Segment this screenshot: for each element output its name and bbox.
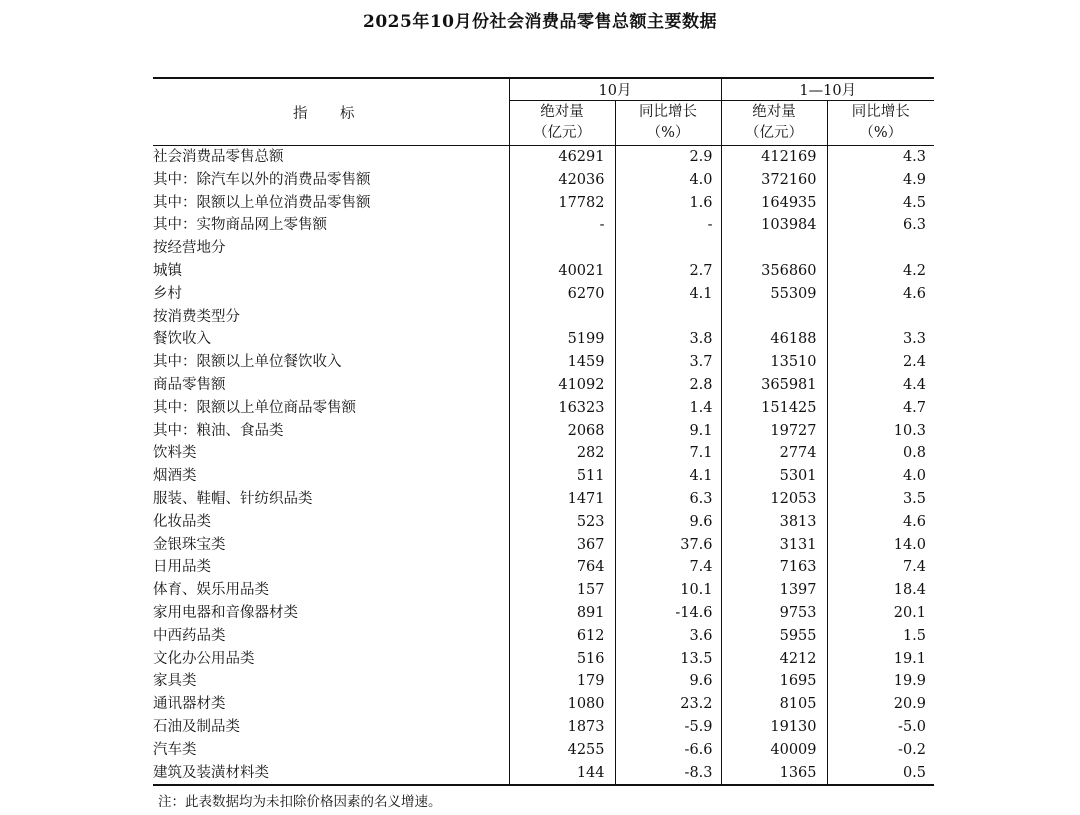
- abs-label: 绝对量: [540, 104, 584, 120]
- abs-unit: （亿元）: [745, 125, 804, 141]
- ytd-abs-cell: 103984: [721, 214, 827, 237]
- ytd-abs-cell: 19130: [721, 716, 827, 739]
- ytd-abs-cell: 46188: [721, 328, 827, 351]
- oct-yoy-cell: 7.4: [615, 556, 721, 579]
- oct-yoy-cell: 23.2: [615, 693, 721, 716]
- row-label: 金银珠宝类: [153, 534, 509, 557]
- oct-abs-cell: 2068: [509, 420, 615, 443]
- oct-yoy-cell: 2.9: [615, 146, 721, 169]
- table-row: [153, 762, 934, 786]
- ytd-yoy-cell: 4.2: [902, 262, 927, 279]
- ytd-abs-cell: 1365: [721, 762, 827, 786]
- ytd-abs-cell: 9753: [721, 602, 827, 625]
- oct-yoy-cell: -14.6: [615, 602, 721, 625]
- table-row: [153, 328, 934, 351]
- oct-yoy-cell: 37.6: [615, 534, 721, 557]
- yoy-unit: （%）: [646, 125, 690, 141]
- ytd-yoy-cell: 7.4: [902, 559, 927, 576]
- row-label: 其中：粮油、食品类: [153, 420, 509, 443]
- row-label: 日用品类: [153, 556, 509, 579]
- table-row: [153, 283, 934, 306]
- table-row: [153, 397, 934, 420]
- table-row: [153, 442, 934, 465]
- oct-yoy-header: [615, 101, 721, 146]
- ytd-yoy-cell: 19.9: [893, 673, 927, 690]
- footnote: 注：此表数据均为未扣除价格因素的名义增速。: [158, 794, 442, 810]
- row-label: 家用电器和音像器材类: [153, 602, 509, 625]
- oct-yoy-cell: [615, 306, 721, 329]
- ytd-abs-cell: 4212: [721, 648, 827, 671]
- period-ytd-header: 1—10月: [721, 78, 934, 101]
- ytd-yoy-cell: -5.0: [898, 718, 927, 735]
- ytd-abs-cell: 3131: [721, 534, 827, 557]
- table-row: [153, 214, 934, 237]
- oct-yoy-cell: [615, 237, 721, 260]
- oct-yoy-cell: 6.3: [615, 488, 721, 511]
- table-row: [153, 511, 934, 534]
- table-row: [153, 534, 934, 557]
- table-row: [153, 306, 934, 329]
- ytd-yoy-cell: 4.9: [902, 171, 927, 188]
- oct-yoy-cell: 13.5: [615, 648, 721, 671]
- oct-yoy-cell: 2.8: [615, 374, 721, 397]
- ytd-yoy-cell: 4.4: [902, 376, 927, 393]
- table-row: [153, 648, 934, 671]
- row-label: 社会消费品零售总额: [153, 146, 509, 169]
- oct-abs-cell: 144: [509, 762, 615, 786]
- oct-abs-cell: 764: [509, 556, 615, 579]
- oct-yoy-cell: 9.6: [615, 511, 721, 534]
- oct-yoy-cell: 1.6: [615, 192, 721, 215]
- row-label: 化妆品类: [153, 511, 509, 534]
- row-label: 石油及制品类: [153, 716, 509, 739]
- row-label: 家具类: [153, 670, 509, 693]
- oct-abs-cell: -: [509, 214, 615, 237]
- table-row: [153, 260, 934, 283]
- table-row: [153, 488, 934, 511]
- row-label: 其中：除汽车以外的消费品零售额: [153, 169, 509, 192]
- oct-yoy-cell: 7.1: [615, 442, 721, 465]
- row-label: 乡村: [153, 283, 509, 306]
- ytd-abs-cell: 412169: [721, 146, 827, 169]
- oct-abs-cell: 4255: [509, 739, 615, 762]
- abs-label: 绝对量: [752, 104, 796, 120]
- table-row: [153, 670, 934, 693]
- ytd-abs-cell: 1397: [721, 579, 827, 602]
- table-row: [153, 579, 934, 602]
- ytd-yoy-cell: 0.8: [902, 445, 927, 462]
- row-label: 汽车类: [153, 739, 509, 762]
- ytd-yoy-cell: 19.1: [893, 650, 927, 667]
- ytd-abs-cell: 372160: [721, 169, 827, 192]
- oct-yoy-cell: -8.3: [615, 762, 721, 786]
- ytd-yoy-cell: 20.9: [893, 696, 927, 713]
- table-row: [153, 602, 934, 625]
- page-title: 2025年10月份社会消费品零售总额主要数据: [363, 12, 717, 32]
- table-row: [153, 146, 934, 169]
- oct-yoy-cell: 3.7: [615, 351, 721, 374]
- ytd-yoy-cell: 6.3: [902, 217, 927, 234]
- ytd-yoy-cell: 3.5: [902, 490, 927, 507]
- oct-abs-cell: 5199: [509, 328, 615, 351]
- row-label: 其中：限额以上单位消费品零售额: [153, 192, 509, 215]
- ytd-yoy-cell: 10.3: [893, 422, 927, 439]
- oct-yoy-cell: 9.6: [615, 670, 721, 693]
- table-row: [153, 625, 934, 648]
- oct-abs-cell: [509, 237, 615, 260]
- ytd-yoy-cell: 20.1: [893, 604, 927, 621]
- ytd-abs-cell: [721, 237, 827, 260]
- table-row: [153, 739, 934, 762]
- period-oct-header: 10月: [509, 78, 721, 101]
- oct-yoy-cell: -5.9: [615, 716, 721, 739]
- oct-abs-cell: 1873: [509, 716, 615, 739]
- ytd-abs-cell: 356860: [721, 260, 827, 283]
- row-label: 餐饮收入: [153, 328, 509, 351]
- oct-yoy-cell: 3.6: [615, 625, 721, 648]
- oct-yoy-cell: -: [615, 214, 721, 237]
- ytd-abs-cell: 19727: [721, 420, 827, 443]
- ytd-yoy-cell: 4.7: [902, 399, 927, 416]
- ytd-yoy-cell: 4.3: [902, 149, 927, 165]
- ytd-yoy-cell: [827, 237, 934, 260]
- oct-abs-cell: 523: [509, 511, 615, 534]
- ytd-abs-cell: 40009: [721, 739, 827, 762]
- oct-abs-cell: 1459: [509, 351, 615, 374]
- oct-abs-cell: 41092: [509, 374, 615, 397]
- oct-abs-cell: 157: [509, 579, 615, 602]
- ytd-abs-header: [721, 101, 827, 146]
- ytd-abs-cell: 1695: [721, 670, 827, 693]
- ytd-yoy-cell: 18.4: [893, 582, 927, 599]
- row-label: 体育、娱乐用品类: [153, 579, 509, 602]
- oct-abs-cell: 46291: [509, 146, 615, 169]
- oct-abs-cell: 612: [509, 625, 615, 648]
- ytd-abs-cell: 365981: [721, 374, 827, 397]
- ytd-yoy-cell: 4.5: [902, 194, 927, 211]
- ytd-yoy-cell: 0.5: [827, 762, 934, 786]
- oct-abs-cell: 367: [509, 534, 615, 557]
- oct-abs-cell: 40021: [509, 260, 615, 283]
- oct-yoy-cell: 10.1: [615, 579, 721, 602]
- ytd-yoy-cell: 4.6: [902, 285, 927, 302]
- table-row: [153, 192, 934, 215]
- table-row: [153, 374, 934, 397]
- table-row: [153, 351, 934, 374]
- ytd-abs-cell: 12053: [721, 488, 827, 511]
- row-label: 文化办公用品类: [153, 648, 509, 671]
- table-row: [153, 693, 934, 716]
- row-label: 烟酒类: [153, 465, 509, 488]
- ytd-abs-cell: 13510: [721, 351, 827, 374]
- oct-abs-cell: 516: [509, 648, 615, 671]
- ytd-abs-cell: 5301: [721, 465, 827, 488]
- oct-abs-header: [509, 101, 615, 146]
- oct-yoy-cell: 4.0: [615, 169, 721, 192]
- table-row: [153, 420, 934, 443]
- ytd-abs-cell: 151425: [721, 397, 827, 420]
- oct-abs-cell: 16323: [509, 397, 615, 420]
- table-row: [153, 716, 934, 739]
- ytd-abs-cell: 8105: [721, 693, 827, 716]
- oct-yoy-cell: 1.4: [615, 397, 721, 420]
- row-label: 城镇: [153, 260, 509, 283]
- abs-unit: （亿元）: [533, 125, 591, 141]
- ytd-abs-cell: [721, 306, 827, 329]
- row-label: 其中：实物商品网上零售额: [153, 214, 509, 237]
- yoy-unit: （%）: [859, 125, 903, 141]
- row-label: 饮料类: [153, 442, 509, 465]
- row-label: 商品零售额: [153, 374, 509, 397]
- header-row-periods: [153, 78, 934, 101]
- yoy-label: 同比增长: [851, 104, 910, 120]
- ytd-yoy-cell: 14.0: [893, 536, 927, 553]
- oct-abs-cell: 1080: [509, 693, 615, 716]
- ytd-abs-cell: 2774: [721, 442, 827, 465]
- indicator-header: 指 标: [153, 78, 509, 146]
- oct-abs-cell: [509, 306, 615, 329]
- ytd-yoy-cell: -0.2: [898, 741, 927, 758]
- ytd-yoy-cell: 4.6: [902, 513, 927, 530]
- ytd-abs-cell: 3813: [721, 511, 827, 534]
- oct-yoy-cell: -6.6: [615, 739, 721, 762]
- row-label: 通讯器材类: [153, 693, 509, 716]
- oct-abs-cell: 1471: [509, 488, 615, 511]
- ytd-yoy-cell: [827, 306, 934, 329]
- oct-yoy-cell: 4.1: [615, 283, 721, 306]
- yoy-label: 同比增长: [639, 104, 697, 120]
- oct-abs-cell: 891: [509, 602, 615, 625]
- table-row: [153, 237, 934, 260]
- row-label: 其中：限额以上单位商品零售额: [153, 397, 509, 420]
- retail-sales-table: [153, 77, 934, 786]
- table-row: [153, 465, 934, 488]
- table-body: [153, 146, 934, 786]
- ytd-abs-cell: 55309: [721, 283, 827, 306]
- ytd-yoy-cell: 4.0: [902, 468, 927, 485]
- oct-abs-cell: 6270: [509, 283, 615, 306]
- oct-yoy-cell: 3.8: [615, 328, 721, 351]
- oct-yoy-cell: 2.7: [615, 260, 721, 283]
- row-label: 按消费类型分: [153, 306, 509, 329]
- ytd-yoy-cell: 1.5: [902, 627, 927, 644]
- oct-abs-cell: 179: [509, 670, 615, 693]
- oct-abs-cell: 511: [509, 465, 615, 488]
- ytd-abs-cell: 5955: [721, 625, 827, 648]
- ytd-abs-cell: 164935: [721, 192, 827, 215]
- oct-yoy-cell: 9.1: [615, 420, 721, 443]
- oct-abs-cell: 282: [509, 442, 615, 465]
- row-label: 中西药品类: [153, 625, 509, 648]
- table-row: [153, 169, 934, 192]
- row-label: 其中：限额以上单位餐饮收入: [153, 351, 509, 374]
- table-row: [153, 556, 934, 579]
- row-label: 建筑及装潢材料类: [153, 762, 509, 786]
- row-label: 服装、鞋帽、针纺织品类: [153, 488, 509, 511]
- ytd-yoy-cell: 3.3: [902, 331, 927, 348]
- oct-yoy-cell: 4.1: [615, 465, 721, 488]
- oct-abs-cell: 42036: [509, 169, 615, 192]
- oct-abs-cell: 17782: [509, 192, 615, 215]
- ytd-abs-cell: 7163: [721, 556, 827, 579]
- ytd-yoy-header: [827, 101, 934, 146]
- ytd-yoy-cell: 2.4: [902, 354, 927, 371]
- row-label: 按经营地分: [153, 237, 509, 260]
